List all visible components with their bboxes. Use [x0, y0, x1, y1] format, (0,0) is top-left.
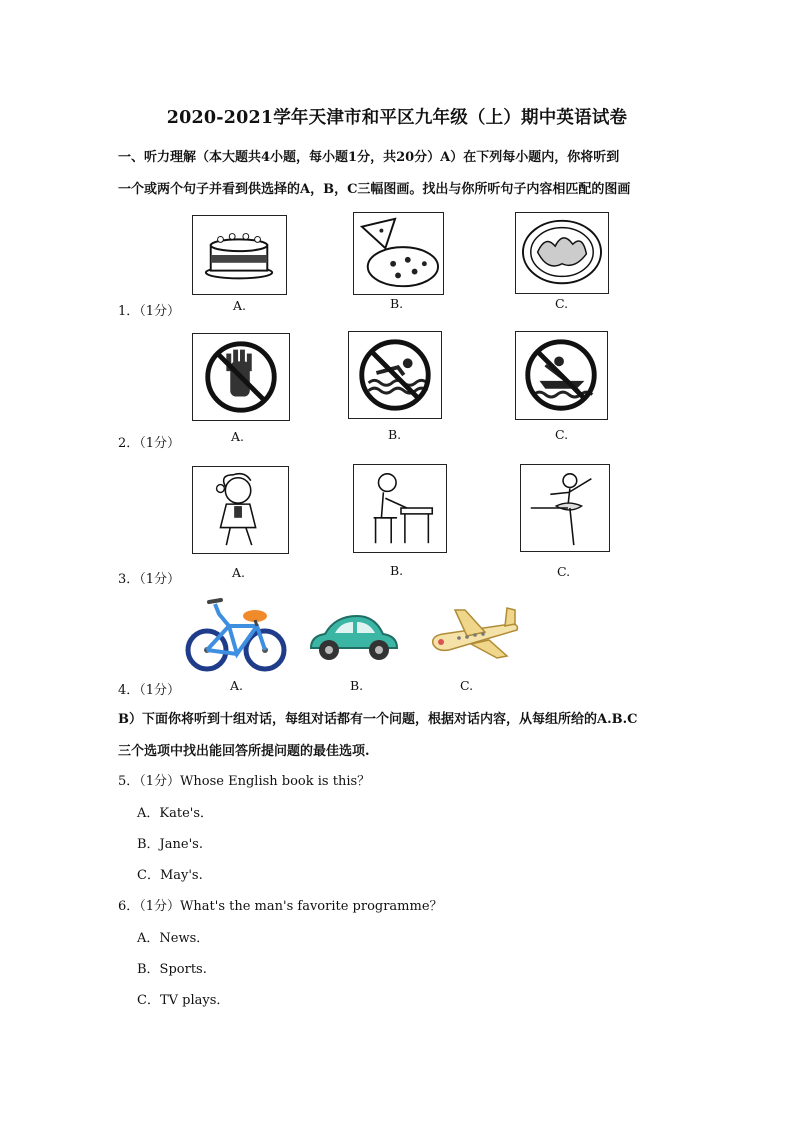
- airplane-icon: [427, 604, 521, 660]
- question-2-label: 2．（1分）: [118, 436, 181, 451]
- option-3b-girl-desk: [353, 464, 447, 553]
- car-icon: [305, 610, 401, 664]
- cake-icon: [193, 216, 286, 294]
- question-1-label: 1．（1分）: [118, 304, 181, 319]
- option-4c-airplane: [427, 604, 521, 660]
- section2-instruction-line1: B）下面你将听到十组对话，每组对话都有一个问题，根据对话内容，从每组所给的A.B.C: [118, 712, 638, 727]
- question-6-option-b: B．Sports.: [137, 962, 207, 977]
- question-4-label: 4．（1分）: [118, 683, 181, 698]
- question-3-option-b: B.: [390, 563, 404, 578]
- no-touching-icon: [193, 334, 289, 420]
- section1-instruction-line1: 一、听力理解（本大题共4小题，每小题1分，共20分）A）在下列每小题内，你将听到: [118, 150, 620, 165]
- no-swimming-icon: [349, 332, 441, 418]
- question-6-option-a: A．News．: [137, 931, 210, 946]
- bicycle-icon: [185, 596, 287, 676]
- question-4-option-b: B.: [350, 678, 364, 693]
- option-3c-ballet-dancer: [520, 464, 610, 552]
- question-2-option-a: A.: [231, 429, 245, 444]
- option-4b-car: [305, 610, 401, 664]
- question-4-option-a: A.: [230, 678, 244, 693]
- option-2a-no-touching: [192, 333, 290, 421]
- section1-instruction-line2: 一个或两个句子并看到供选择的A，B，C三幅图画。找出与你所听句子内容相匹配的图画: [118, 182, 631, 197]
- page-title: 2020-2021学年天津市和平区九年级（上）期中英语试卷: [166, 108, 628, 128]
- girl-phone-icon: [193, 467, 288, 553]
- option-2b-no-swimming: [348, 331, 442, 419]
- dumplings-plate-icon: [516, 213, 608, 293]
- question-5-option-a: A．Kate's．: [137, 806, 214, 821]
- question-5-option-c: C．May's.: [137, 868, 203, 883]
- question-3-option-a: A.: [232, 565, 246, 580]
- section2-instruction-line2: 三个选项中找出能回答所提问题的最佳选项.: [118, 744, 370, 759]
- question-1-option-a: A.: [233, 298, 247, 313]
- question-4-option-c: C.: [460, 678, 474, 693]
- question-6-label: 6．（1分）What's the man's favorite programme？: [118, 899, 443, 914]
- no-boating-icon: [516, 332, 607, 419]
- question-3-label: 3．（1分）: [118, 572, 181, 587]
- question-5-label: 5．（1分）Whose English book is this？: [118, 774, 371, 789]
- girl-desk-icon: [354, 465, 446, 552]
- question-2-option-b: B.: [388, 427, 402, 442]
- option-3a-girl-phone: [192, 466, 289, 554]
- option-1c-dumplings: [515, 212, 609, 294]
- option-1b-pizza: [353, 212, 444, 295]
- question-1-option-b: B.: [390, 296, 404, 311]
- question-2-option-c: C.: [555, 427, 569, 442]
- option-2c-no-boating: [515, 331, 608, 420]
- question-6-option-c: C．TV plays．: [137, 993, 230, 1008]
- pizza-icon: [354, 213, 443, 294]
- question-3-option-c: C.: [557, 564, 571, 579]
- option-4a-bicycle: [185, 596, 287, 676]
- option-1a-cake: [192, 215, 287, 295]
- question-1-option-c: C.: [555, 296, 569, 311]
- ballet-dancer-icon: [521, 465, 609, 551]
- question-5-option-b: B．Jane's.: [137, 837, 203, 852]
